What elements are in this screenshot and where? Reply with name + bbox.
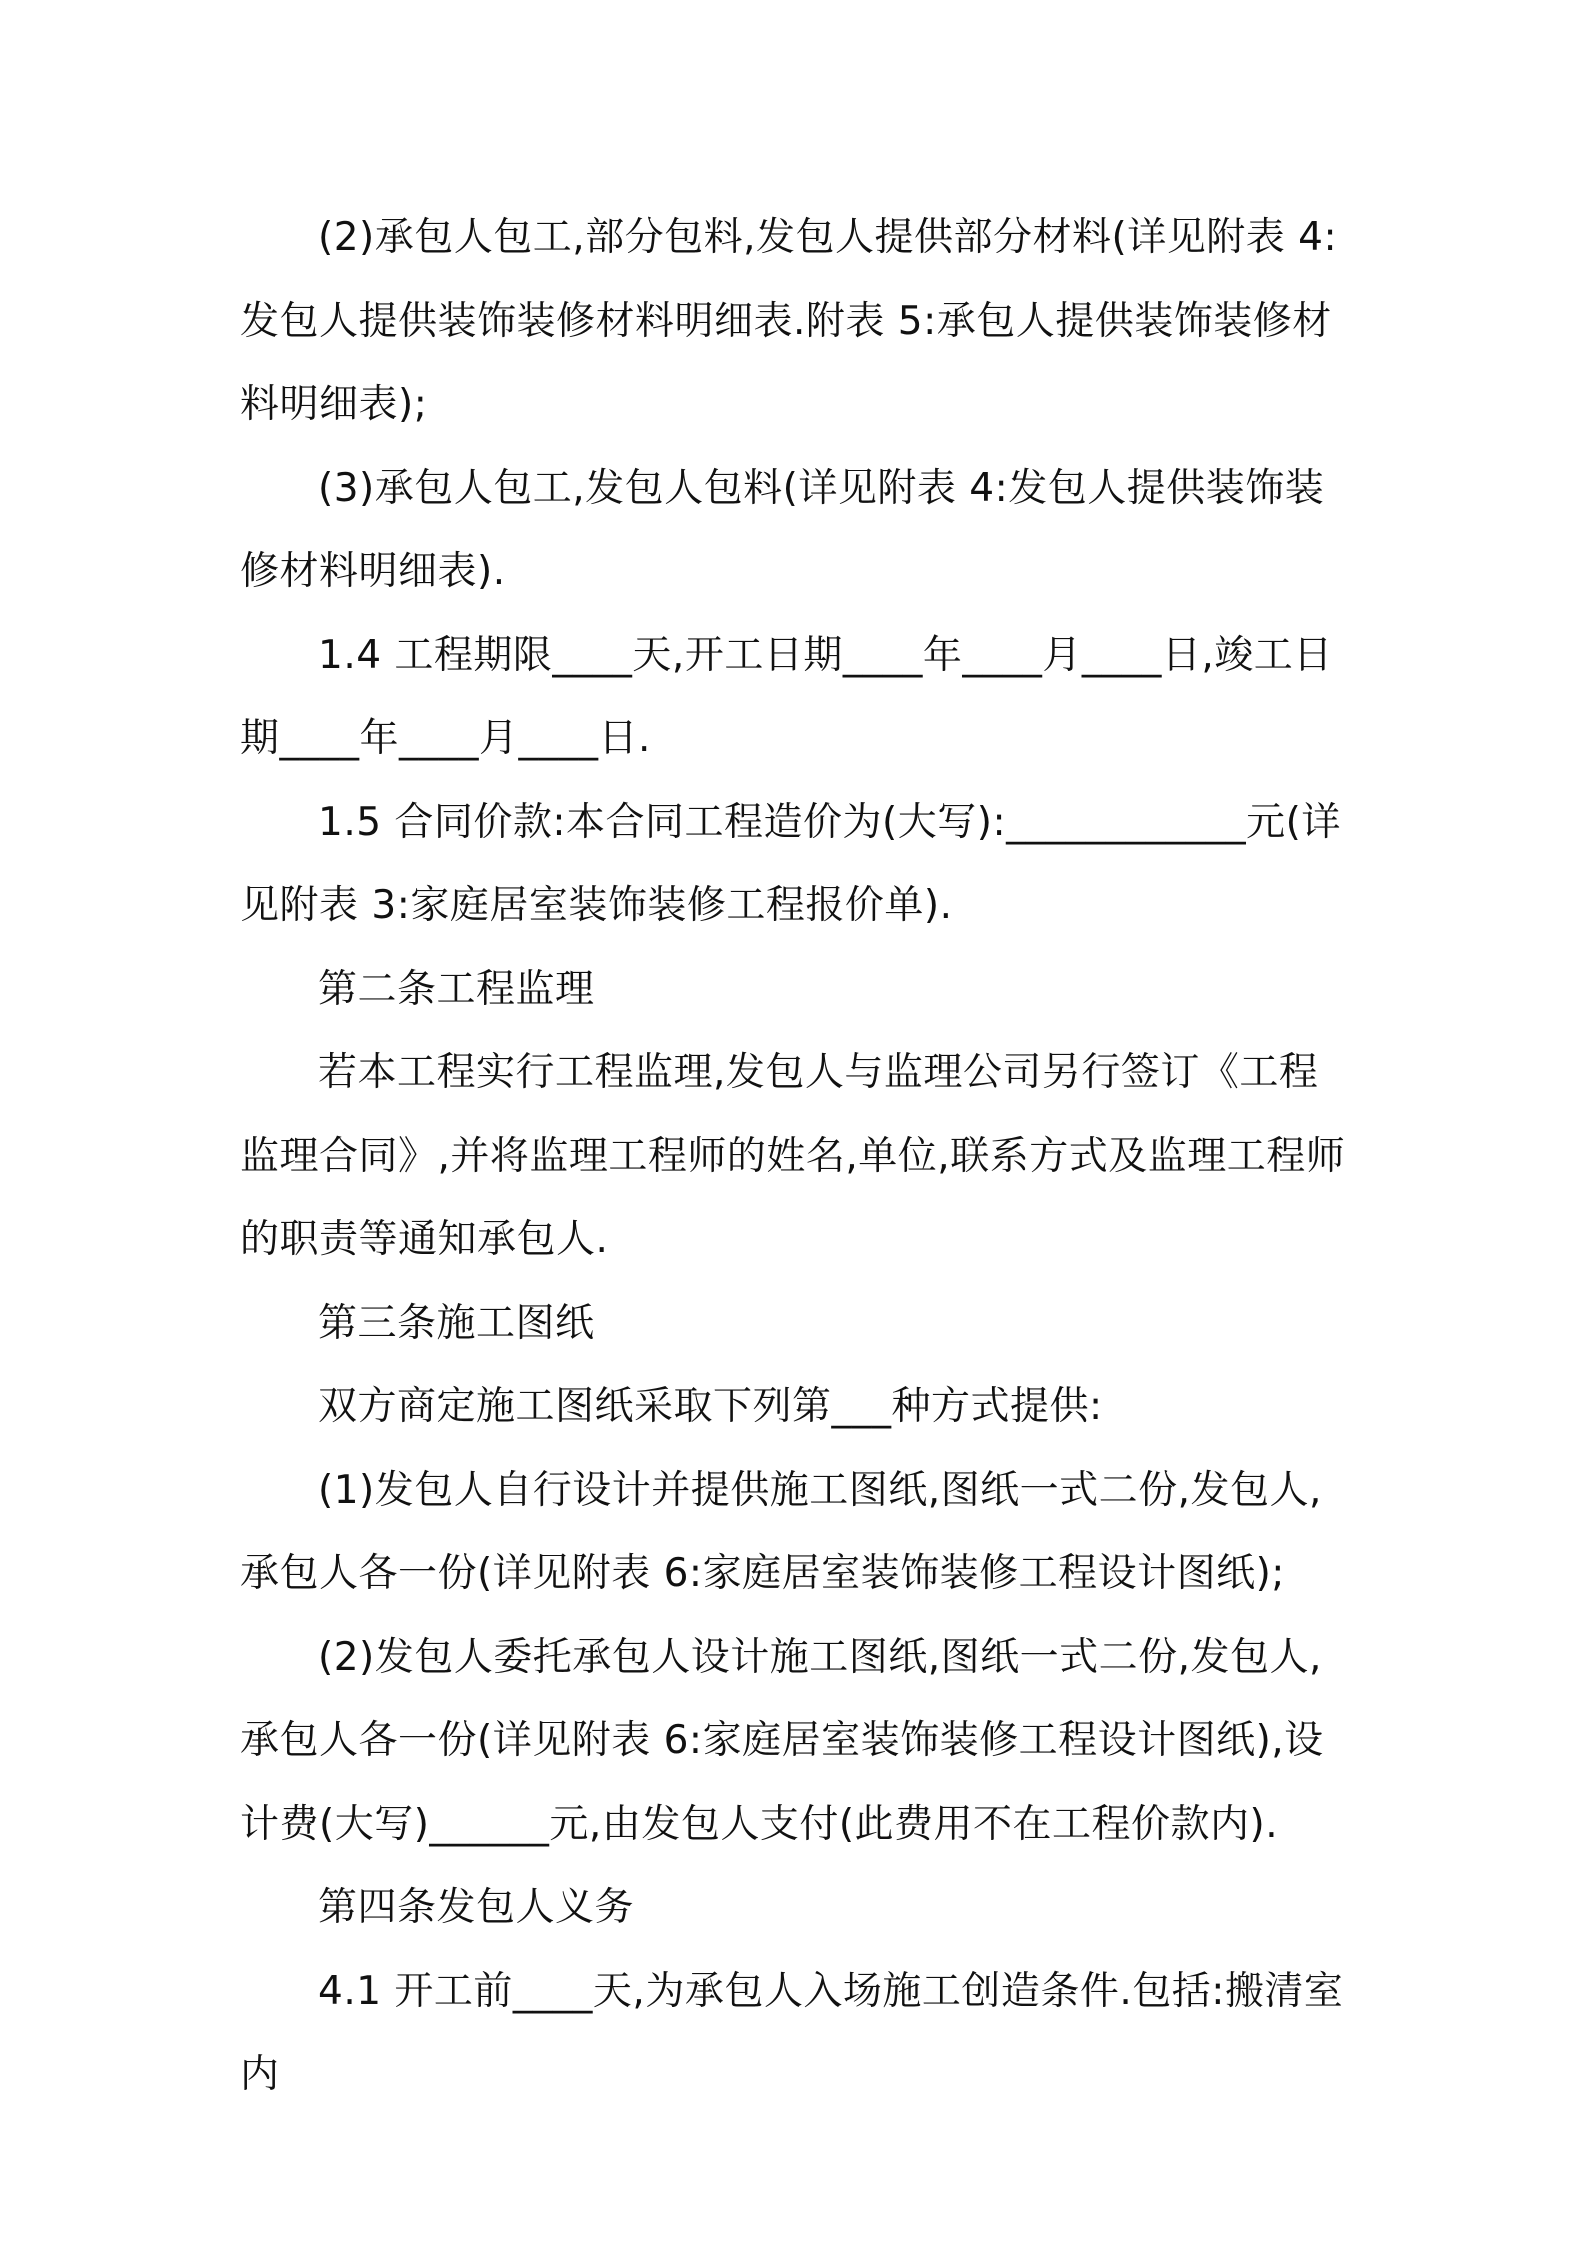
paragraph-contract-price: 1.5 合同价款:本合同工程造价为(大写):____________元(详见附表 3:家庭居室装饰装修工程报价单).	[240, 799, 1341, 928]
paragraph-materials-option-3: (3)承包人包工,发包人包料(详见附表 4:发包人提供装饰装修材料明细表).	[240, 465, 1325, 594]
paragraph-employer-duty-4-1: 4.1 开工前____天,为承包人入场施工创造条件.包括:搬清室内	[240, 1968, 1344, 2097]
paragraph-drawings-option-1: (1)发包人自行设计并提供施工图纸,图纸一式二份,发包人,承包人各一份(详见附表 6:家庭居室装饰装修工程设计图纸);	[240, 1467, 1322, 1596]
heading-article-2: 第二条工程监理	[318, 966, 595, 1012]
paragraph-materials-option-2: (2)承包人包工,部分包料,发包人提供部分材料(详见附表 4:发包人提供装饰装修材料明细表.附表 5:承包人提供装饰装修材料明细表);	[240, 215, 1338, 427]
paragraph-supervision: 若本工程实行工程监理,发包人与监理公司另行签订《工程监理合同》,并将监理工程师的姓名,单位,联系方式及监理工程师的职责等通知承包人.	[240, 1050, 1346, 1262]
heading-article-3: 第三条施工图纸	[318, 1300, 595, 1346]
document-body	[240, 196, 1350, 2117]
heading-article-4: 第四条发包人义务	[318, 1885, 635, 1930]
paragraph-drawings-option-2: (2)发包人委托承包人设计施工图纸,图纸一式二份,发包人,承包人各一份(详见附表 6:家庭居室装饰装修工程设计图纸),设计费(大写)______元,由发包人支付(此费用不在工程价款内).	[240, 1634, 1324, 1847]
paragraph-project-period: 1.4 工程期限____天,开工日期____年____月____日,竣工日期____年____月____日.	[240, 632, 1333, 761]
paragraph-drawings-method: 双方商定施工图纸采取下列第___种方式提供:	[318, 1384, 1103, 1429]
